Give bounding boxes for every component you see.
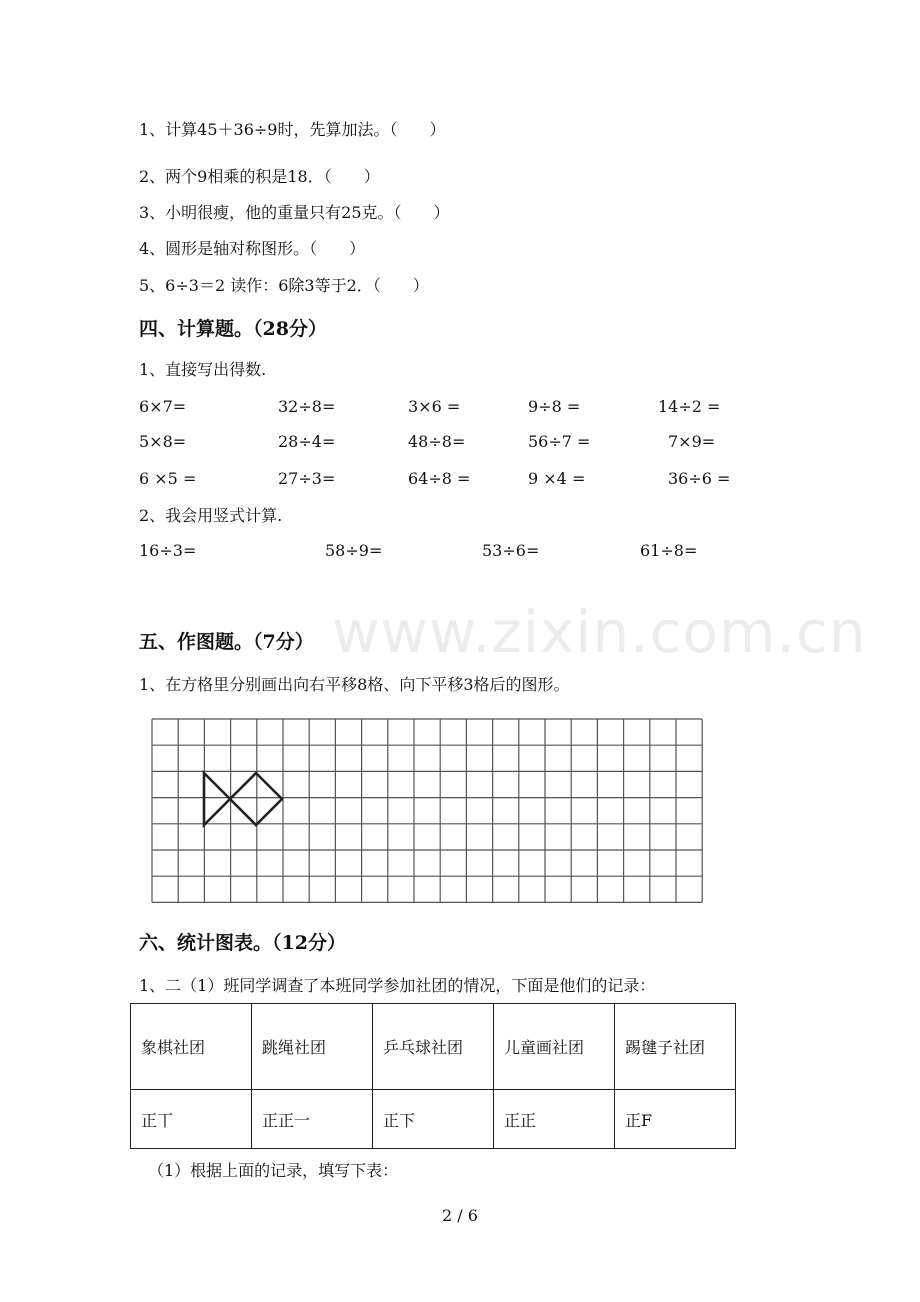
calc-r1-c5: 14÷2 = [658,397,721,416]
club-name-cell: 乒乓球社团 [373,1004,494,1090]
calc-r2-c3: 48÷8= [408,432,466,451]
page-number: 2 / 6 [442,1206,478,1225]
section-4-q2: 2、我会用竖式计算. [139,506,283,525]
translation-grid [148,715,708,911]
vertical-calc-4: 61÷8= [640,541,698,560]
section-6-sub1: （1）根据上面的记录，填写下表： [148,1161,399,1180]
calc-r1-c1: 6×7= [139,397,187,416]
calc-r1-c3: 3×6 = [408,397,461,416]
tf-item-4: 4、圆形是轴对称图形。（ ） [139,239,366,258]
club-name-cell: 跳绳社团 [252,1004,373,1090]
section-6-title: 六、统计图表。（12分） [139,932,346,954]
tally-cell: 正正一 [252,1090,373,1149]
club-name-cell: 象棋社团 [131,1004,252,1090]
club-name-cell: 儿童画社团 [494,1004,615,1090]
calc-r3-c3: 64÷8 = [408,469,471,488]
calc-r2-c4: 56÷7 = [528,432,591,451]
calc-r3-c1: 6 ×5 = [139,469,197,488]
calc-r3-c4: 9 ×4 = [528,469,586,488]
tf-item-5: 5、6÷3＝2 读作：6除3等于2．（ ） [139,276,429,295]
club-names-row [131,1004,736,1090]
tf-item-1: 1、计算45＋36÷9时，先算加法。（ ） [139,120,446,139]
grid-figure [204,773,282,825]
calc-r2-c2: 28÷4= [278,432,336,451]
square-shape [230,773,282,825]
tally-cell: 正F [615,1090,736,1149]
section-4-q1: 1、直接写出得数. [139,360,267,379]
calc-r1-c2: 32÷8= [278,397,336,416]
vertical-calc-2: 58÷9= [325,541,383,560]
club-name-cell: 踢毽子社团 [615,1004,736,1090]
section-5-q1: 1、在方格里分别画出向右平移8格、向下平移3格后的图形。 [139,675,570,694]
vertical-calc-3: 53÷6= [482,541,540,560]
tally-row [131,1090,736,1149]
section-4-title: 四、计算题。（28分） [139,318,327,340]
tally-cell: 正正 [494,1090,615,1149]
tally-cell: 正丅 [131,1090,252,1149]
tally-cell: 正下 [373,1090,494,1149]
section-6-q1: 1、二（1）班同学调查了本班同学参加社团的情况，下面是他们的记录： [139,976,656,995]
calc-r3-c2: 27÷3= [278,469,336,488]
calc-r2-c1: 5×8= [139,432,187,451]
calc-r2-c5: 7×9= [668,432,716,451]
triangle-shape [204,773,230,825]
section-5-title: 五、作图题。（7分） [139,631,314,653]
calc-r3-c5: 36÷6 = [668,469,731,488]
tf-item-2: 2、两个9相乘的积是18．（ ） [139,167,380,186]
calc-r1-c4: 9÷8 = [528,397,581,416]
club-record-table [130,1003,736,1149]
vertical-calc-1: 16÷3= [139,541,197,560]
tf-item-3: 3、小明很瘦，他的重量只有25克。（ ） [139,203,450,222]
watermark: www.zixin.com.cn [332,598,867,666]
